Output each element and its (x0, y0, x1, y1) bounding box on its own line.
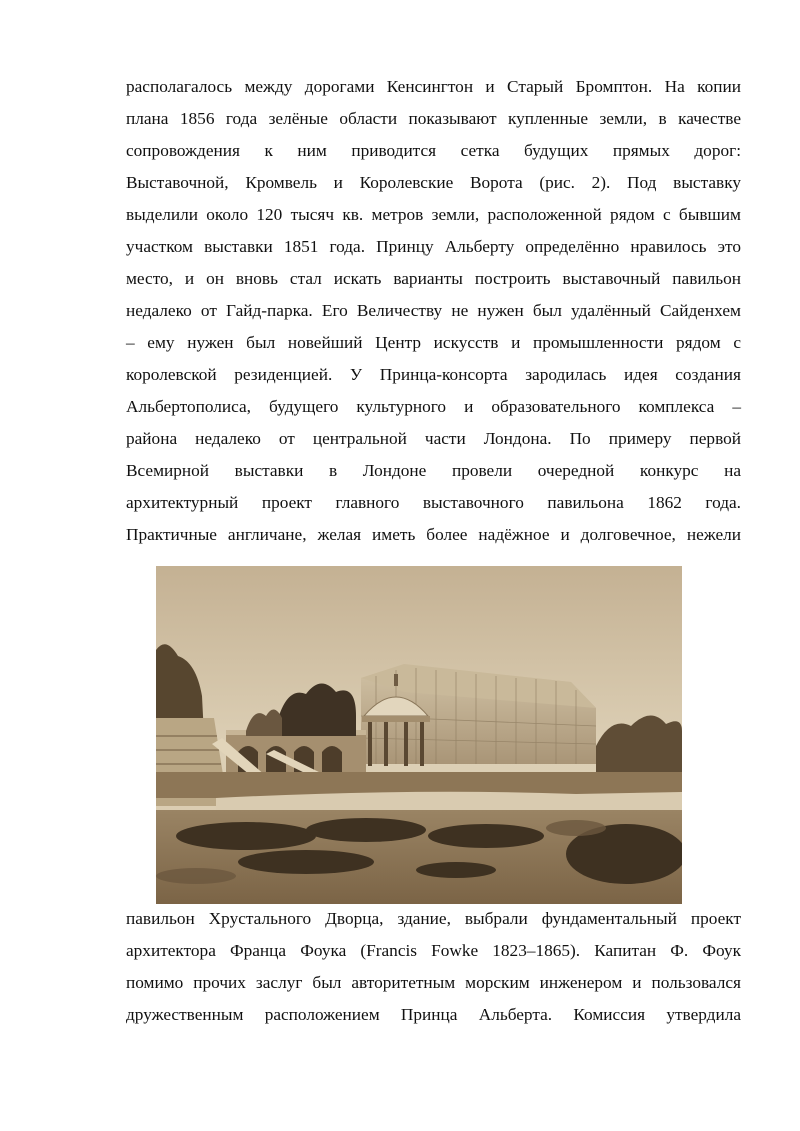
paragraph-top (126, 71, 741, 551)
text-line: Практичные англичане, желая иметь более надёжное и долговечное, нежели (126, 525, 741, 544)
text-line: Выставочной, Кромвель и Королевские Ворота (рис. 2). Под выставку (126, 173, 741, 192)
text-line: выделили около 120 тысяч кв. метров земли, расположенной рядом с бывшим (126, 205, 741, 224)
text-line: сопровождения к ним приводится сетка будущих прямых дорог: (126, 141, 741, 160)
text-line: место, и он вновь стал искать варианты построить выставочный павильон (126, 269, 741, 288)
text-line: Альбертополиса, будущего культурного и образовательного комплекса – (126, 397, 741, 416)
text-line: архитектурный проект главного выставочного павильона 1862 года. (126, 493, 741, 512)
paragraph-bottom (126, 903, 741, 1031)
text-line: плана 1856 года зелёные области показывают купленные земли, в качестве (126, 109, 741, 128)
text-line: – ему нужен был новейший Центр искусств и промышленности рядом с (126, 333, 741, 352)
text-line: участком выставки 1851 года. Принцу Альберту определённо нравилось это (126, 237, 741, 256)
text-line: павильон Хрустального Дворца, здание, выбрали фундаментальный проект (126, 909, 741, 928)
photo-graphic (156, 566, 682, 904)
photo-glasshouse-pavilion (156, 566, 682, 904)
text-line: района недалеко от центральной части Лондона. По примеру первой (126, 429, 741, 448)
text-line: Всемирной выставки в Лондоне провели очередной конкурс на (126, 461, 741, 480)
text-line: архитектора Франца Фоука (Francis Fowke 1823–1865). Капитан Ф. Фоук (126, 941, 741, 960)
text-line: королевской резиденцией. У Принца-консорта зародилась идея создания (126, 365, 741, 384)
text-line: дружественным расположением Принца Альберта. Комиссия утвердила (126, 1005, 741, 1024)
text-line: располагалось между дорогами Кенсингтон и Старый Бромптон. На копии (126, 77, 741, 96)
text-line: недалеко от Гайд-парка. Его Величеству не нужен был удалённый Сайденхем (126, 301, 741, 320)
text-line: помимо прочих заслуг был авторитетным морским инженером и пользовался (126, 973, 741, 992)
